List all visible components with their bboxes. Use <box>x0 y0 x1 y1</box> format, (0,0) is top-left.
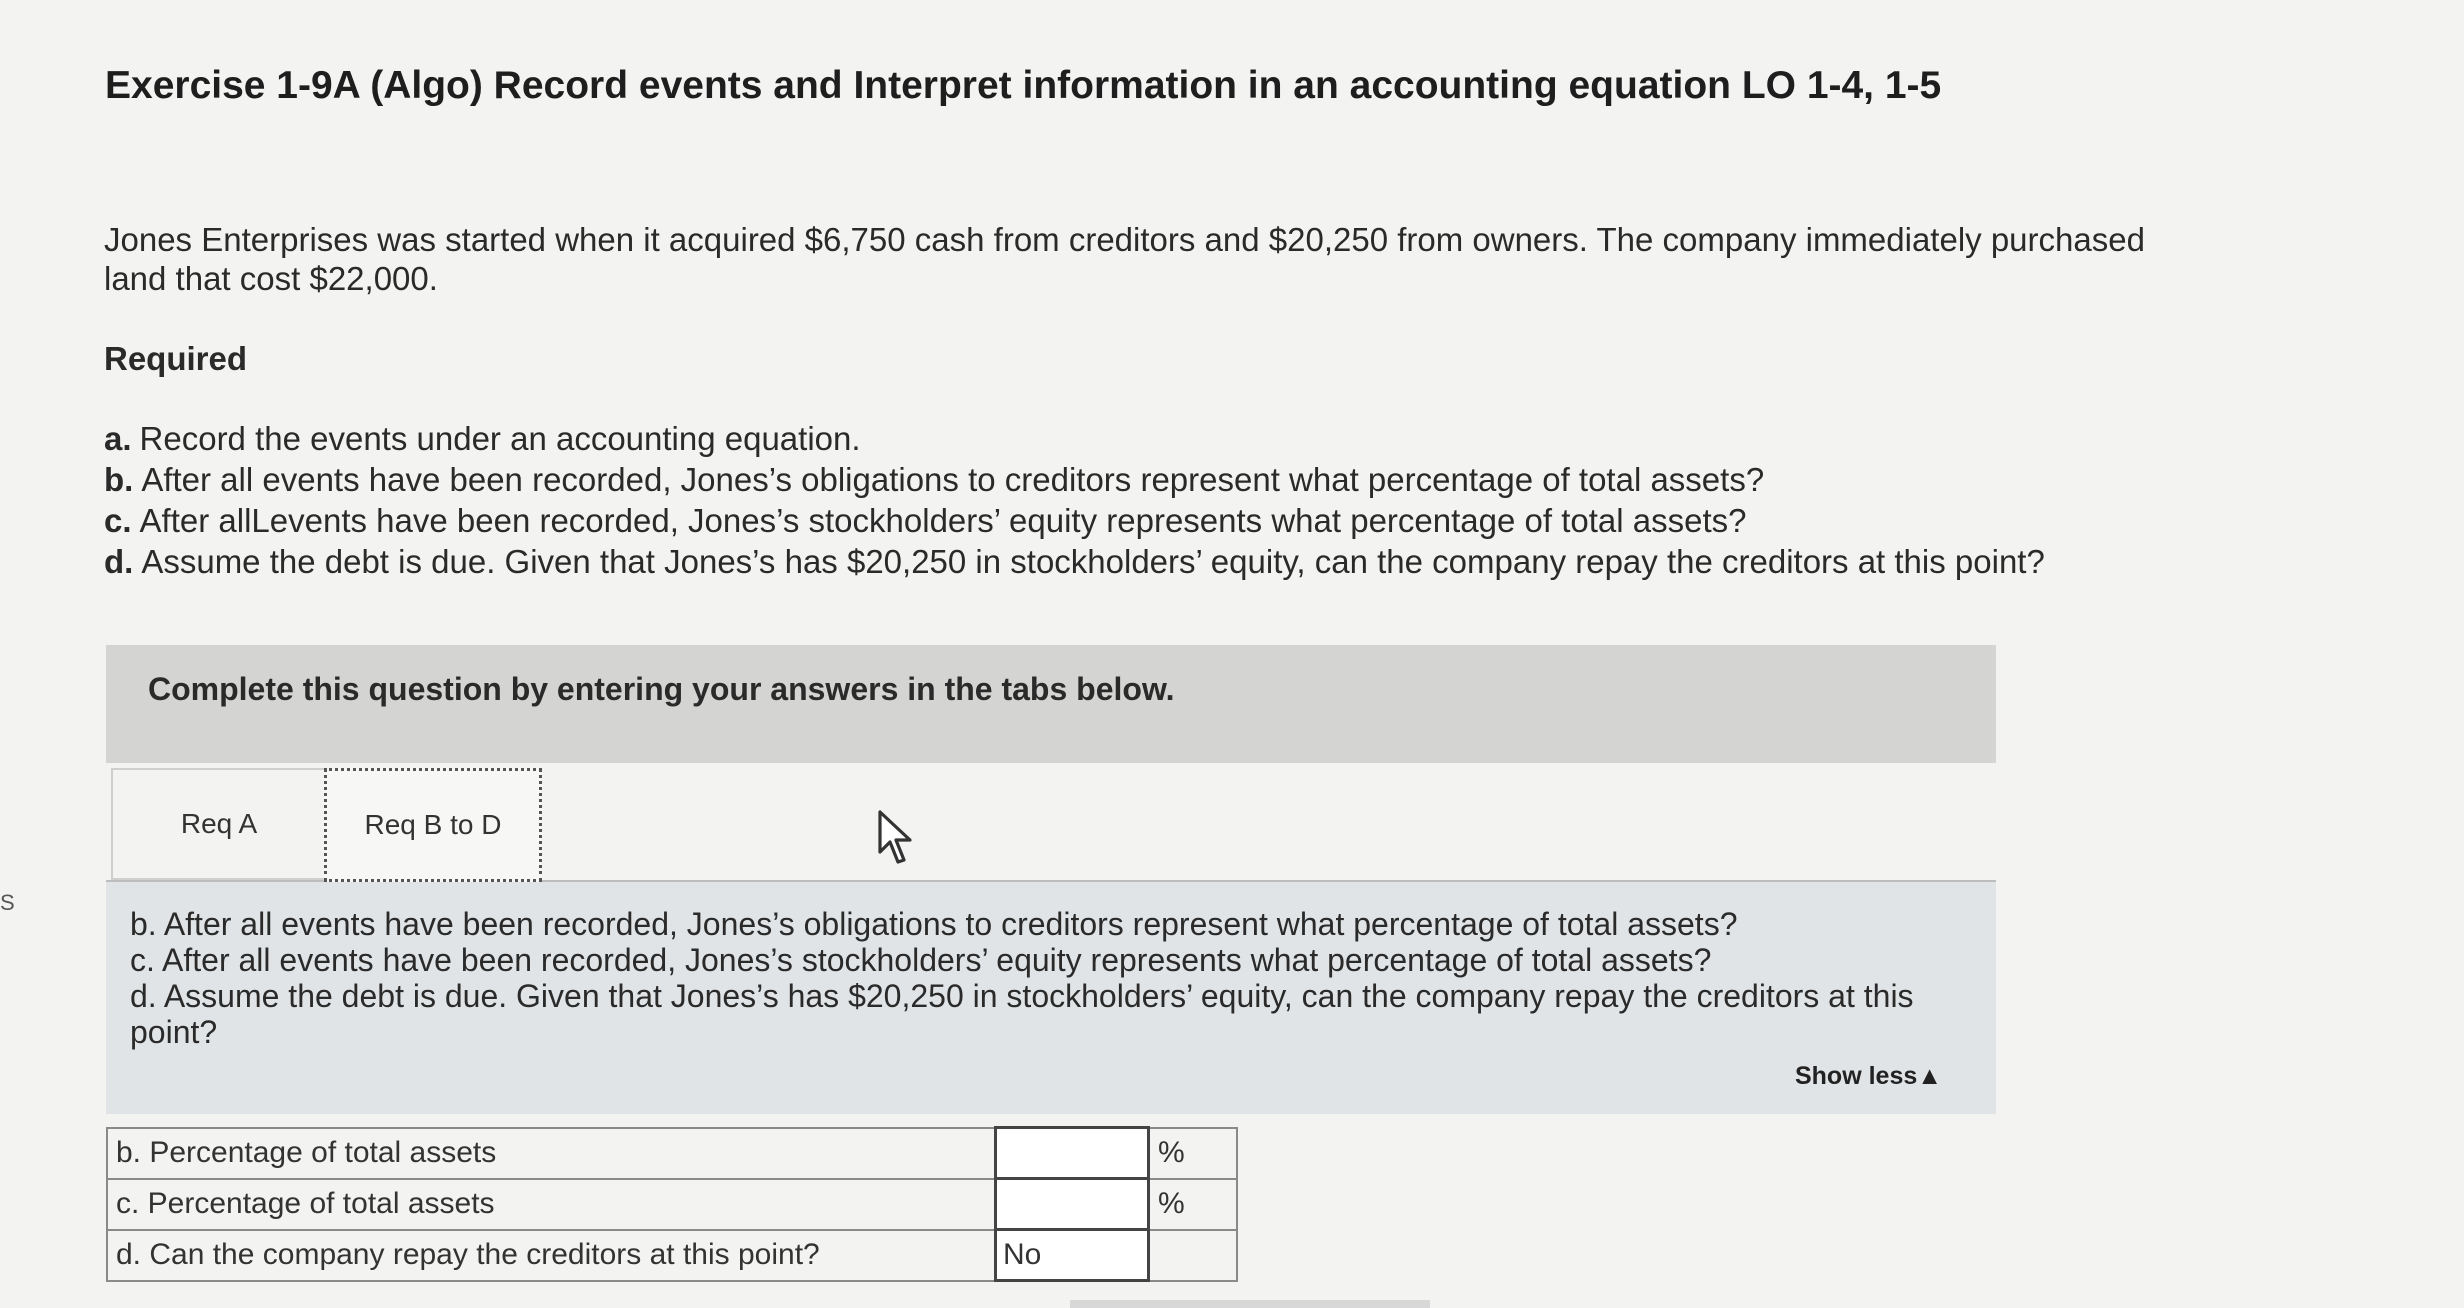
tab-bar <box>106 768 1996 882</box>
answer-label: b. Percentage of total assets <box>107 1128 996 1179</box>
requirement-text: After all events have been recorded, Jones’s obligations to creditors represent what percentage of total assets? <box>141 461 1765 498</box>
answer-label: d. Can the company repay the creditors at this point? <box>107 1230 996 1281</box>
answer-table <box>106 1126 1238 1282</box>
requirement-text: Record the events under an accounting equation. <box>139 420 861 457</box>
question-c: c. After all events have been recorded, Jones’s stockholders’ equity represents what percentage of total assets? <box>130 942 1712 978</box>
requirement-letter: c. <box>104 502 132 539</box>
requirement-letter: a. <box>104 420 132 457</box>
instruction-banner <box>106 645 1996 763</box>
question-panel <box>106 882 1996 1114</box>
requirement-b <box>104 459 2045 500</box>
answer-label: c. Percentage of total assets <box>107 1179 996 1230</box>
question-text <box>130 906 1930 1050</box>
percent-unit: % <box>1149 1128 1238 1179</box>
percent-unit: % <box>1149 1179 1238 1230</box>
table-row <box>107 1128 1237 1179</box>
requirement-d <box>104 541 2045 582</box>
requirement-c <box>104 500 2045 541</box>
question-b: b. After all events have been recorded, Jones’s obligations to creditors represent what percentage of total assets? <box>130 906 1738 942</box>
bottom-bar <box>1070 1300 1430 1308</box>
empty-unit <box>1149 1230 1238 1281</box>
exercise-intro: Jones Enterprises was started when it acquired $6,750 cash from creditors and $20,250 from owners. The company immediately purchased land that cost $22,000. <box>104 221 2145 297</box>
mouse-cursor-icon <box>874 808 922 868</box>
percentage-b-input-cell <box>996 1128 1149 1179</box>
requirement-text: Assume the debt is due. Given that Jones’s has $20,250 in stockholders’ equity, can the company repay the creditors at this point? <box>141 543 2045 580</box>
edge-letter: S <box>0 890 15 915</box>
show-less-link[interactable]: Show less▲ <box>1794 1062 1942 1090</box>
tab-req-b-to-d[interactable]: Req B to D <box>324 768 542 882</box>
requirement-text: After allLevents have been recorded, Jones’s stockholders’ equity represents what percentage of total assets? <box>139 502 1747 539</box>
percentage-c-input-cell <box>996 1179 1149 1230</box>
requirements-list <box>104 418 2045 582</box>
required-heading: Required <box>104 340 248 377</box>
requirement-letter: d. <box>104 543 134 580</box>
percentage-c-input[interactable] <box>997 1179 1151 1229</box>
question-d: d. Assume the debt is due. Given that Jones’s has $20,250 in stockholders’ equity, can the company repay the creditors at this point? <box>130 978 1914 1050</box>
tab-req-a[interactable]: Req A <box>111 768 325 880</box>
table-row <box>107 1179 1237 1230</box>
repay-dropdown[interactable]: No <box>1003 1238 1042 1271</box>
requirement-letter: b. <box>104 461 134 498</box>
exercise-title: Exercise 1-9A (Algo) Record events and Interpret information in an accounting equation LO 1-4, 1-5 <box>105 64 1942 107</box>
repay-dropdown-cell <box>996 1230 1149 1281</box>
percentage-b-input[interactable] <box>997 1128 1151 1178</box>
banner-text: Complete this question by entering your answers in the tabs below. <box>148 671 1175 707</box>
requirement-a <box>104 418 2045 459</box>
table-row <box>107 1230 1237 1281</box>
